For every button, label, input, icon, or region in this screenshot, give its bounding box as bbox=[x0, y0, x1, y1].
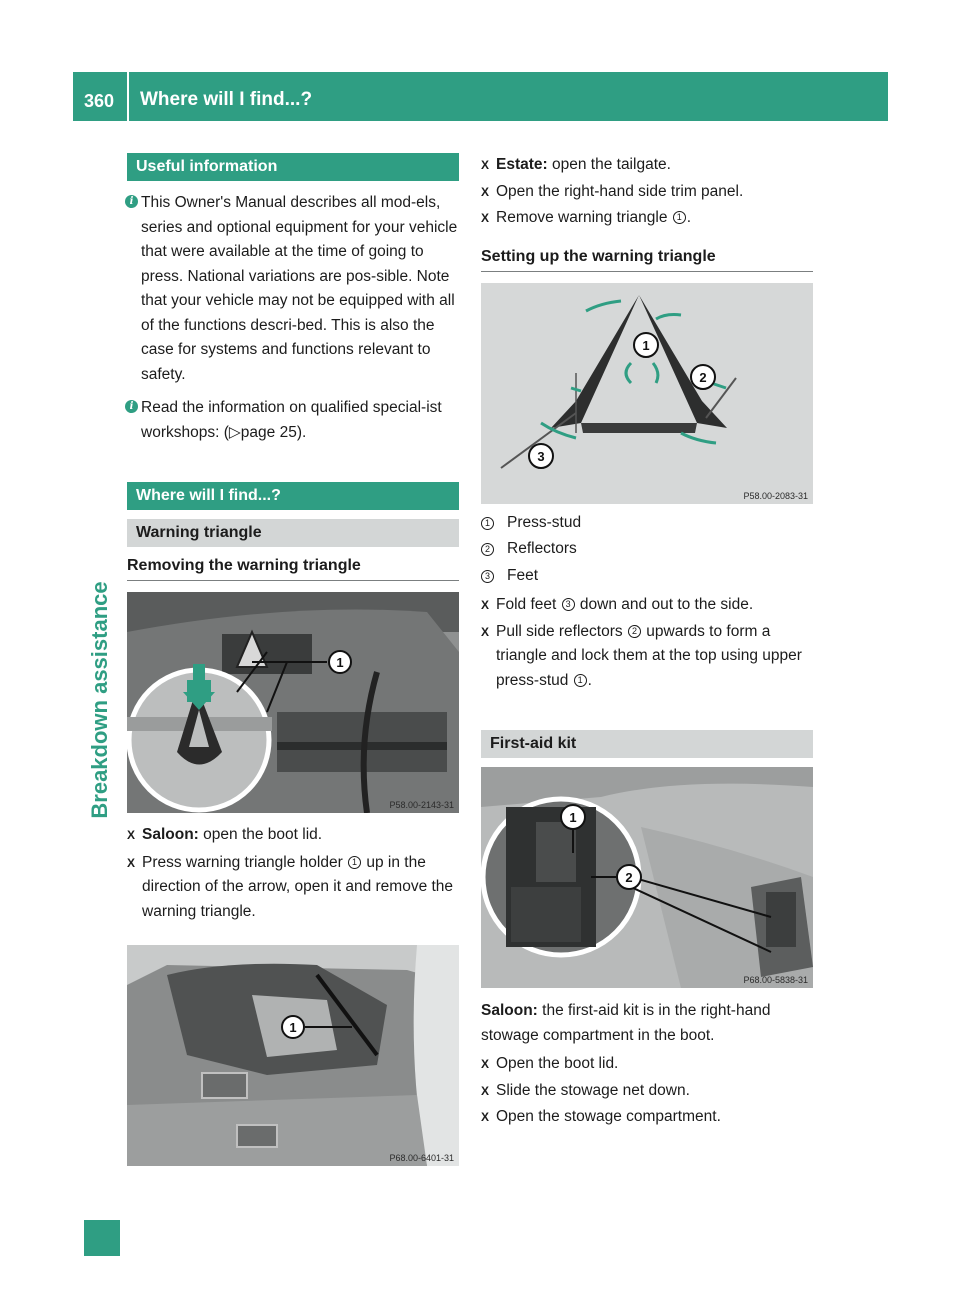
figure4-callout-2: 2 bbox=[625, 870, 633, 885]
figure4-callout-1: 1 bbox=[569, 810, 577, 825]
page-number: 360 bbox=[83, 91, 115, 111]
step-open-boot-lid bbox=[481, 1052, 813, 1077]
warning-triangle-heading: Warning triangle bbox=[127, 519, 459, 547]
step-remove-text: Remove warning triangle bbox=[496, 209, 672, 226]
legend-item bbox=[481, 537, 813, 562]
arrow-x-icon: X bbox=[481, 624, 490, 639]
arrow-x-icon: X bbox=[481, 158, 490, 172]
step-fold-feet bbox=[481, 593, 813, 618]
figure-boot-lid-triangle-holder bbox=[127, 592, 459, 813]
step-press-holder-text-end: up in the direction of the arrow, open it and remove the warning triangle. bbox=[142, 853, 454, 920]
callout-number-1: 1 bbox=[673, 211, 686, 224]
arrow-x-icon: X bbox=[481, 184, 490, 199]
arrow-x-icon: X bbox=[127, 828, 136, 842]
right-column bbox=[481, 153, 813, 1130]
step-open-boot-text: Open the boot lid. bbox=[496, 1055, 619, 1072]
step-saloon-bold: Saloon: bbox=[142, 826, 199, 843]
callout-number-1: 1 bbox=[574, 674, 587, 687]
figure3-callout-1: 1 bbox=[642, 337, 650, 353]
figure2-callout-1: 1 bbox=[289, 1020, 297, 1035]
step-saloon-text: open the boot lid. bbox=[198, 826, 323, 843]
step-remove-text-end: . bbox=[686, 209, 692, 226]
arrow-x-icon: X bbox=[127, 855, 136, 870]
page-reference-link[interactable]: page 25). bbox=[240, 423, 307, 441]
step-press-holder-text: Press warning triangle holder bbox=[142, 853, 348, 871]
saloon-bold: Saloon: bbox=[481, 1002, 538, 1019]
legend-label: Reflectors bbox=[507, 540, 577, 557]
callout-number-3: 3 bbox=[481, 570, 494, 583]
header-divider bbox=[127, 72, 129, 121]
step-estate-open-tailgate bbox=[481, 153, 813, 178]
section-heading: Where will I find...? bbox=[127, 482, 459, 510]
step-pull-text: Pull side reflectors bbox=[496, 622, 627, 640]
figure-code: P68.00-6401-31 bbox=[389, 1153, 454, 1163]
step-pull-reflectors bbox=[481, 620, 813, 694]
first-aid-location-body: the first-aid kit is in the right-hand stowage compartment in the boot. bbox=[481, 1002, 771, 1044]
arrow-x-icon: X bbox=[481, 1057, 490, 1071]
info-note-1 bbox=[127, 191, 459, 387]
removing-triangle-heading: Removing the warning triangle bbox=[127, 555, 459, 581]
step-press-holder bbox=[127, 851, 459, 925]
figure-code: P58.00-2083-31 bbox=[743, 490, 808, 501]
arrow-x-icon: X bbox=[481, 1110, 490, 1124]
callout-number-3: 3 bbox=[562, 598, 575, 611]
useful-info-heading: Useful information bbox=[127, 153, 459, 181]
callout-number-2: 2 bbox=[628, 625, 641, 638]
step-fold-text: Fold feet bbox=[496, 596, 561, 613]
callout-number-2: 2 bbox=[481, 543, 494, 556]
legend-label: Feet bbox=[507, 566, 539, 584]
step-estate-text: open the tailgate. bbox=[547, 156, 671, 173]
callout-number-1: 1 bbox=[348, 856, 361, 869]
step-remove-triangle bbox=[481, 206, 813, 231]
page-header bbox=[73, 72, 888, 121]
info-icon: i bbox=[125, 195, 138, 208]
info-note-2-text: Read the information on qualified special-ist workshops: ( bbox=[141, 399, 442, 441]
arrow-x-icon: X bbox=[481, 598, 490, 612]
callout-number-1: 1 bbox=[481, 517, 494, 530]
step-saloon-open-boot bbox=[127, 823, 459, 848]
first-aid-location-text bbox=[481, 999, 813, 1048]
figure1-callout-1: 1 bbox=[336, 655, 344, 670]
page-ref-arrow-icon: ▷ bbox=[228, 423, 241, 441]
step-open-trim-panel bbox=[481, 180, 813, 205]
figure-warning-triangle-setup bbox=[481, 283, 813, 504]
legend-item bbox=[481, 564, 813, 589]
step-open-compartment bbox=[481, 1105, 813, 1130]
chapter-tab-marker bbox=[84, 1220, 120, 1256]
figure-first-aid-kit-location bbox=[481, 767, 813, 988]
legend-label: Press-stud bbox=[507, 513, 582, 531]
first-aid-kit-heading: First-aid kit bbox=[481, 730, 813, 758]
arrow-x-icon: X bbox=[481, 211, 490, 225]
figure3-callout-2: 2 bbox=[699, 369, 707, 385]
step-slide-net bbox=[481, 1079, 813, 1104]
info-note-1-text: This Owner's Manual describes all mod-els, series and optional equipment for your vehicle that were available at the time of going to press. National variations are pos-sible. Note that your vehicle may not be equipped with all of the functions descri-bed. This is also the case for systems and functions relevant to safety. bbox=[141, 194, 458, 383]
step-open-compartment-text: Open the stowage compartment. bbox=[496, 1108, 721, 1125]
step-pull-text-mid: upwards to form a triangle and lock them at the top using upper press-stud bbox=[496, 622, 802, 689]
left-column bbox=[127, 153, 459, 1166]
figure-code: P68.00-5838-31 bbox=[743, 975, 808, 985]
figure-estate-boot-floor bbox=[127, 945, 459, 1166]
header-title: Where will I find...? bbox=[140, 89, 313, 110]
step-open-trim-text: Open the right-hand side trim panel. bbox=[496, 182, 744, 200]
setup-triangle-heading: Setting up the warning triangle bbox=[481, 246, 813, 272]
arrow-x-icon: X bbox=[481, 1083, 490, 1098]
info-icon: i bbox=[125, 400, 138, 413]
info-note-2 bbox=[127, 396, 459, 445]
step-fold-text-end: down and out to the side. bbox=[575, 596, 754, 613]
step-estate-bold: Estate: bbox=[496, 156, 548, 173]
step-pull-text-end: . bbox=[587, 671, 592, 689]
chapter-side-label: Breakdown assistance bbox=[87, 581, 112, 819]
legend-item bbox=[481, 511, 813, 536]
figure-code: P58.00-2143-31 bbox=[389, 800, 454, 810]
figure3-callout-3: 3 bbox=[537, 448, 545, 464]
step-slide-net-text: Slide the stowage net down. bbox=[496, 1081, 690, 1099]
